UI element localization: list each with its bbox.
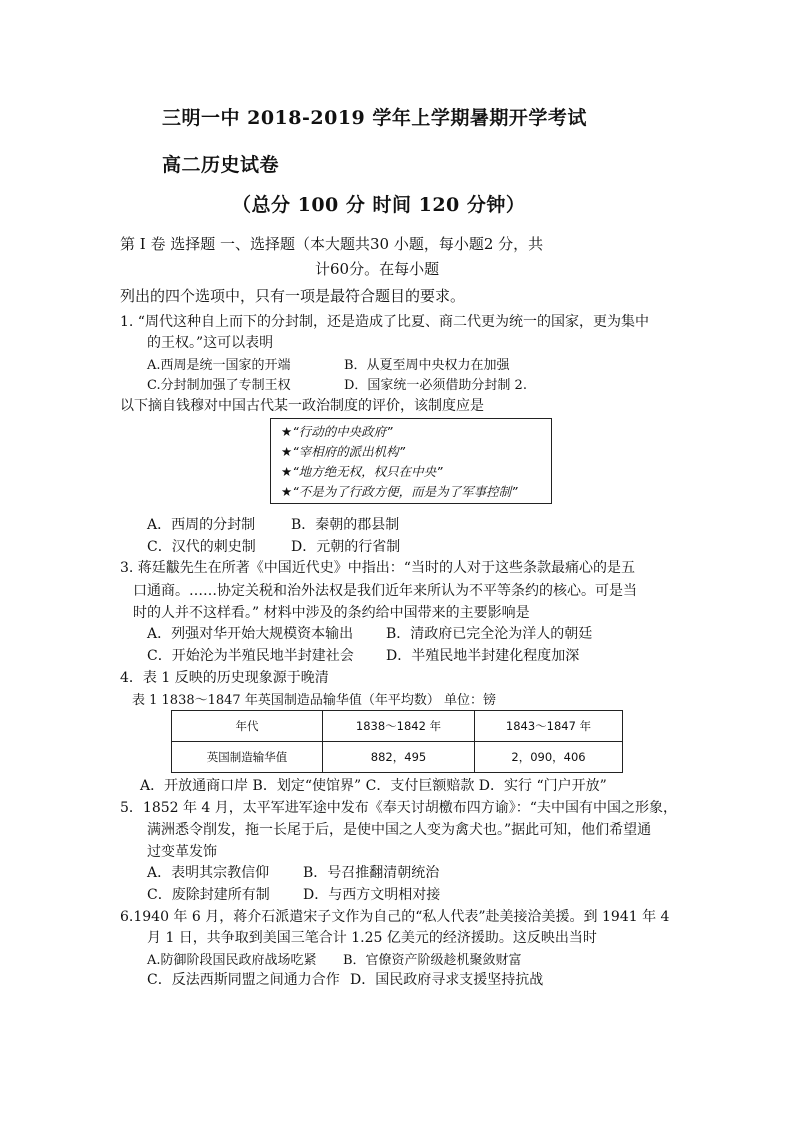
q3-option-b: B．清政府已完全沦为洋人的朝廷 [386, 626, 593, 642]
section-heading-cont: 计60分。在每小题 [315, 260, 440, 278]
q3-option-c: C．开始沦为半殖民地半封建社会 [147, 648, 354, 664]
q5-stem: 5．1852 年 4 月，太平军进军途中发布《奉天讨胡檄布四方谕》：“夫中国有中国之形象， [120, 800, 677, 816]
section-instructions: 列出的四个选项中，只有一项是最符合题目的要求。 [120, 287, 466, 305]
q6-option-d: D．国民政府寻求支援坚持抗战 [350, 972, 544, 988]
table-row [172, 742, 623, 773]
q2-quote-4: ★“不是为了行政方便，而是为了军事控制” [281, 484, 518, 499]
q1-stem-cont: 的王权。”这可以表明 [147, 335, 274, 351]
q2-option-b: B．秦朝的郡县制 [291, 517, 400, 533]
q5-option-d: D．与西方文明相对接 [303, 887, 441, 903]
q6-option-b: B．官僚资产阶级趁机聚敛财富 [343, 953, 522, 968]
table-cell: 2，090，406 [475, 742, 623, 773]
q5-option-b: B．号召推翻清朝统治 [303, 865, 440, 881]
table-header-cell: 1843～1847 年 [475, 711, 623, 742]
q5-option-c: C．废除封建所有制 [147, 887, 270, 903]
exam-info: （总分 100 分 时间 120 分钟） [232, 194, 526, 216]
q6-stem-cont: 月 1 日，共争取到美国三笔合计 1.25 亿美元的经济援助。这反映出当时 [147, 930, 597, 946]
exam-subtitle: 高二历史试卷 [162, 154, 280, 176]
q5-stem-cont2: 过变革发饰 [147, 844, 217, 860]
q3-stem-cont2: 时的人并不这样看。” 材料中涉及的条约给中国带来的主要影响是 [133, 605, 530, 621]
q4-stem: 4．表 1 反映的历史现象源于晚清 [120, 670, 329, 686]
q2-option-d: D．元朝的行省制 [291, 539, 401, 555]
q5-option-a: A．表明其宗教信仰 [147, 865, 270, 881]
q3-option-a: A．列强对华开始大规模资本输出 [147, 626, 354, 642]
q2-quote-2: ★“宰相府的派出机构” [281, 444, 406, 459]
q2-option-a: A．西周的分封制 [147, 517, 256, 533]
q1-option-c: C.分封制加强了专制王权 [147, 378, 291, 393]
q2-quote-1: ★“行动的中央政府” [281, 424, 393, 439]
section-heading: 第 I 卷 选择题 一、选择题（本大题共30 小题，每小题2 分，共 [120, 235, 544, 253]
q2-stem: 以下摘自钱穆对中国古代某一政治制度的评价，该制度应是 [120, 398, 484, 414]
q4-options: A．开放通商口岸 B．划定“使馆界” C．支付巨额赔款 D．实行 “门户开放” [140, 778, 607, 794]
q6-option-c: C．反法西斯同盟之间通力合作 [147, 972, 340, 988]
q1-stem: 1. “周代这种自上而下的分封制，还是造成了比夏、商二代更为统一的国家，更为集中 [120, 314, 649, 330]
q4-table-caption: 表 1 1838～1847 年英国制造品输华值（年平均数） 单位：镑 [132, 693, 496, 708]
q3-stem: 3. 蒋廷黻先生在所著《中国近代史》中指出：“当时的人对于这些条款最痛心的是五 [120, 560, 635, 576]
q2-option-c: C．汉代的刺史制 [147, 539, 256, 555]
table-header-cell: 年代 [172, 711, 323, 742]
q6-stem: 6.1940 年 6 月，蒋介石派遣宋子文作为自己的“私人代表”赴美接洽美援。到 1941 年 4 [120, 909, 670, 925]
q1-option-a: A.西周是统一国家的开端 [147, 358, 291, 373]
q3-option-d: D．半殖民地半封建化程度加深 [386, 648, 580, 664]
q1-option-d: D．国家统一必须借助分封制 2. [344, 378, 527, 393]
table-header-cell: 1838～1842 年 [323, 711, 475, 742]
table-cell: 英国制造输华值 [172, 742, 323, 773]
table-cell: 882，495 [323, 742, 475, 773]
q2-quote-3: ★“地方绝无权，权只在中央” [281, 464, 443, 479]
q3-stem-cont1: 口通商。……协定关税和治外法权是我们近年来所认为不平等条约的核心。可是当 [133, 583, 637, 599]
q6-option-a: A.防御阶段国民政府战场吃紧 [147, 953, 317, 968]
q1-option-b: B．从夏至周中央权力在加强 [344, 358, 510, 373]
q4-data-table [171, 710, 623, 773]
exam-title: 三明一中 2018-2019 学年上学期暑期开学考试 [162, 107, 587, 129]
q5-stem-cont1: 满洲悉令削发，拖一长尾于后，是使中国之人变为禽犬也。”据此可知，他们希望通 [147, 822, 652, 838]
q2-quote-box [270, 418, 552, 504]
table-header-row [172, 711, 623, 742]
